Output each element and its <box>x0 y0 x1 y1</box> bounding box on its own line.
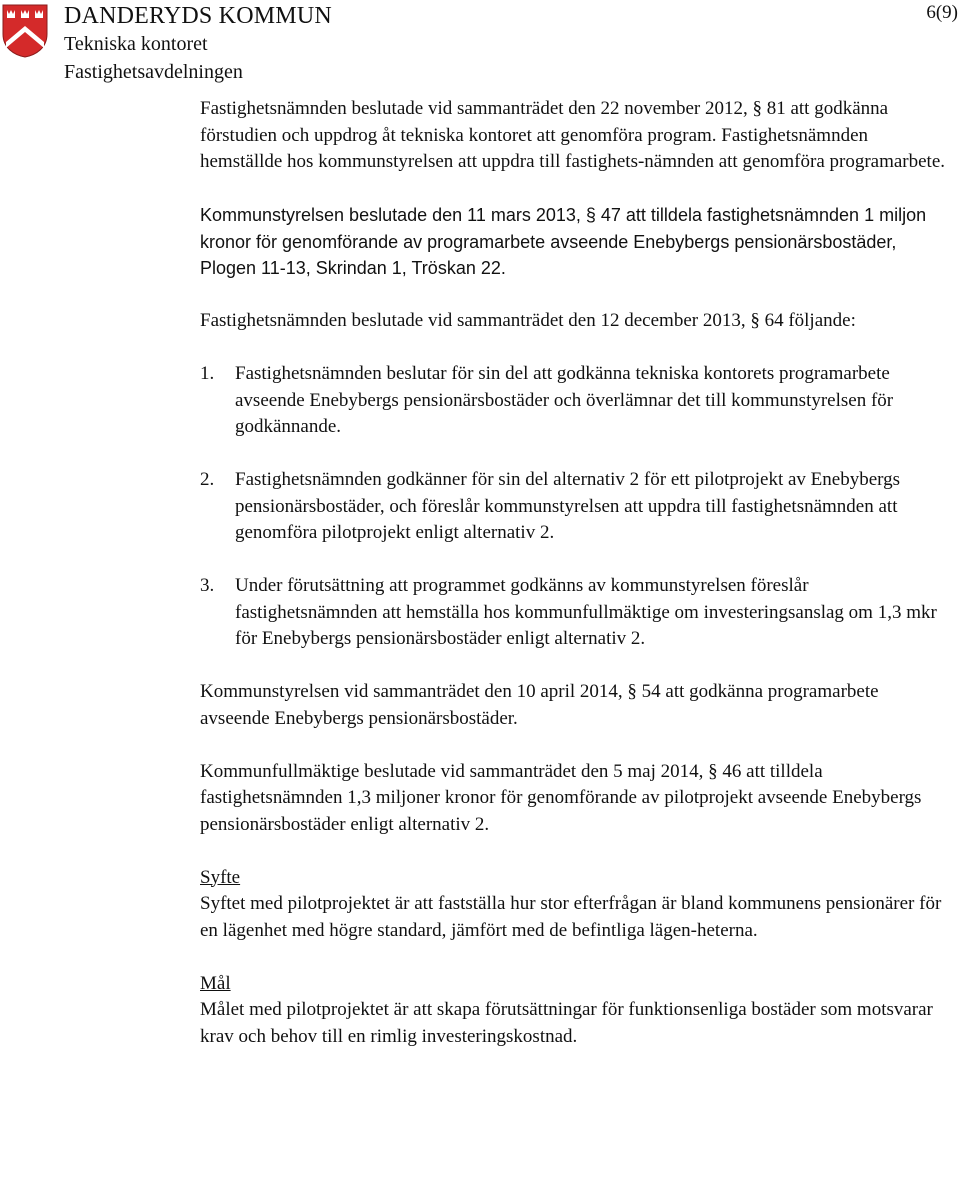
decision-item-3 <box>200 573 952 653</box>
decision-list <box>200 361 952 653</box>
paragraph-ks-funding: Kommunstyrelsen beslutade den 11 mars 2013, § 47 att tilldela fastighetsnämnden 1 miljon kronor för genomförande av programarbete avseende Enebybergs pensionärsbostäder, Plogen 11-13, Skrindan 1, Tröskan 22. <box>200 205 927 278</box>
page-number: 6(9) <box>926 2 958 23</box>
decision-item-2 <box>200 467 952 547</box>
section-text-goal: Målet med pilotprojektet är att skapa förutsättningar för funktionsenliga bostäder som motsvarar krav och behov till en rimlig investeringskostnad. <box>200 999 933 1047</box>
paragraph-fn-decision-intro: Fastighetsnämnden beslutade vid sammanträdet den 12 december 2013, § 64 följande: <box>200 310 856 331</box>
decision-item-1 <box>200 361 952 441</box>
danderyd-coat-of-arms-icon <box>2 4 48 58</box>
decision-number: 3. <box>200 575 215 596</box>
page-header <box>0 0 960 90</box>
organization-name: DANDERYDS KOMMUN <box>64 3 332 29</box>
section-heading-goal: Mål <box>200 972 231 994</box>
document-body <box>200 96 952 1077</box>
department-name: Tekniska kontoret <box>64 33 208 55</box>
decision-text: Fastighetsnämnden godkänner för sin del alternativ 2 för ett pilotprojekt av Enebybergs pensionärsbostäder, och föreslår kommunstyrelsen att uppdra till fastighetsnämnden att genomföra pilotprojekt enligt alternativ 2. <box>235 469 901 543</box>
organization-block <box>64 2 332 86</box>
paragraph-ks-approval: Kommunstyrelsen vid sammanträdet den 10 april 2014, § 54 att godkänna programarbete avseende Enebybergs pensionärsbostäder. <box>200 681 879 729</box>
section-heading-purpose: Syfte <box>200 866 241 888</box>
decision-text: Under förutsättning att programmet godkänns av kommunstyrelsen föreslår fastighetsnämnden att hemställa hos kommunfullmäktige om investeringsanslag om 1,3 mkr för Enebybergs pensionärsbostäder enligt alternativ 2. <box>235 575 937 649</box>
decision-number: 1. <box>200 363 215 384</box>
paragraph-study-approval: Fastighetsnämnden beslutade vid sammanträdet den 22 november 2012, § 81 att godkänna förstudien och uppdrog åt tekniska kontoret att genomföra program. Fastighetsnämnden hemställde hos kommunstyrelsen att uppdra till fastighets-nämnden att genomföra programarbete. <box>200 98 946 172</box>
decision-text: Fastighetsnämnden beslutar för sin del att godkänna tekniska kontorets programarbete avseende Enebybergs pensionärsbostäder och överlämnar det till kommunstyrelsen för godkännande. <box>235 363 894 437</box>
decision-number: 2. <box>200 469 215 490</box>
paragraph-kf-funding: Kommunfullmäktige beslutade vid sammanträdet den 5 maj 2014, § 46 att tilldela fastighetsnämnden 1,3 miljoner kronor för genomförande av pilotprojekt avseende Enebybergs pensionärsbostäder enligt alternativ 2. <box>200 760 922 835</box>
section-text-purpose: Syftet med pilotprojektet är att fastställa hur stor efterfrågan är bland kommunens pensionärer för en lägenhet med högre standard, jämfört med de befintliga lägen-heterna. <box>200 893 942 941</box>
unit-name: Fastighetsavdelningen <box>64 61 243 83</box>
section-purpose <box>200 865 952 945</box>
section-goal <box>200 971 952 1051</box>
